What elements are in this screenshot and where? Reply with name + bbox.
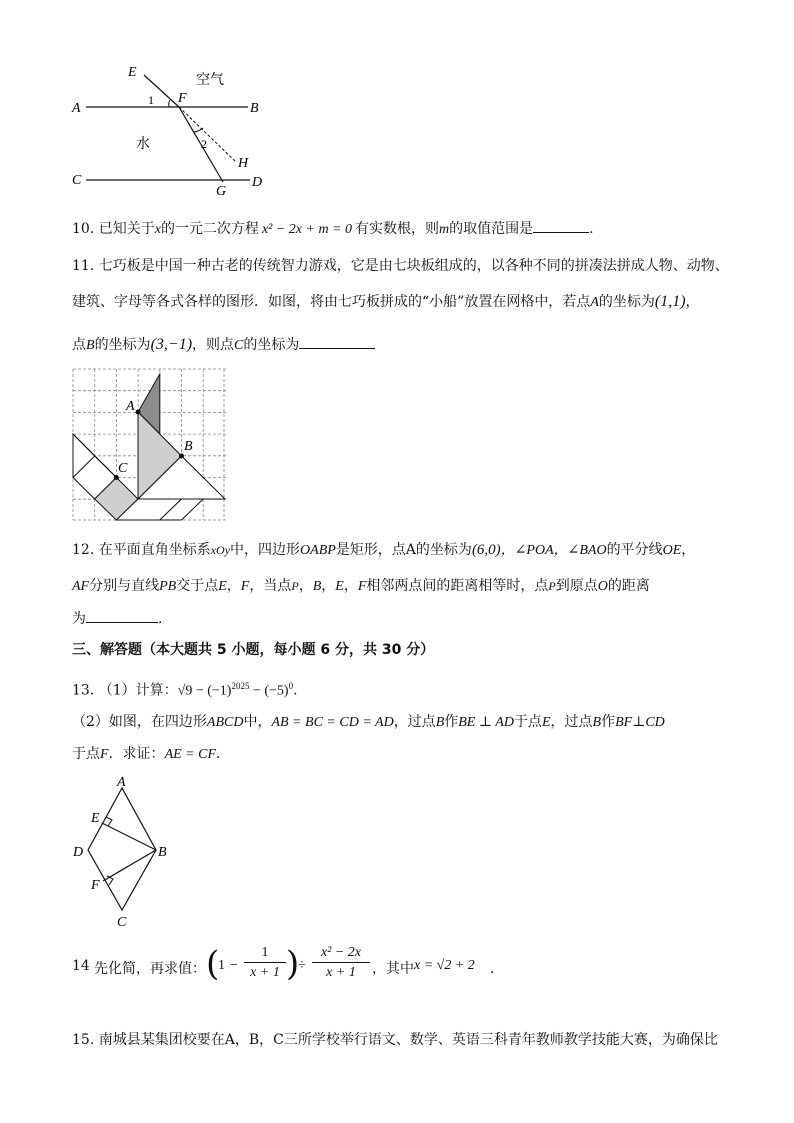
q11-text-line1: 七巧板是中国一种古老的传统智力游戏，它是由七块板组成的，以各种不同的拼凑法拼成人物、动物、: [98, 258, 729, 274]
q13-number: 13.: [72, 682, 95, 699]
q11-text-line3-mid: 的坐标为: [94, 337, 151, 353]
label-E: E: [128, 65, 137, 80]
q13-F: F: [100, 747, 109, 762]
q11-text-line3-mid2: ，则点: [192, 337, 235, 353]
q10-text-post: 的取值范围是: [449, 221, 534, 237]
label-angle1: 1: [148, 93, 154, 107]
q13-proof: AE = CF: [164, 747, 217, 762]
label-C: C: [72, 173, 82, 188]
q12-OE: OE: [662, 543, 682, 558]
tangram-label-B: B: [184, 439, 193, 454]
q13-BE-AD: BE ⊥ AD: [458, 715, 514, 730]
q14-frac1-num: 1: [261, 945, 269, 960]
section-3-title: 三、解答题（本大题共 5 小题，每小题 6 分，共 30 分）: [72, 642, 435, 658]
q14-frac2-den: x + 1: [326, 965, 356, 980]
label-angle2: 2: [201, 137, 207, 151]
q12-F2: F: [357, 579, 367, 594]
q13-exp2: 0: [288, 681, 294, 691]
label-air: 空气: [196, 72, 224, 88]
q12-answer-blank[interactable]: [86, 608, 158, 623]
question-13-part1: [72, 676, 298, 702]
q12-text-l2b: 分别与直线: [89, 578, 160, 594]
label-A: A: [72, 101, 81, 116]
refraction-figure: [66, 60, 286, 200]
q13-part2-d: 作: [444, 714, 459, 730]
q14-xval: x = √2 + 2: [414, 958, 475, 973]
q13-expr1: √9 − (−1): [177, 683, 232, 699]
rhombus-label-D: D: [73, 845, 84, 860]
q11-text-line2: 建筑、字母等各式各样的图形．如图，将由七巧板拼成的“小船”放置在网格中，若点: [72, 294, 591, 310]
q13-part2-a: （2）如图，在四边形: [72, 714, 207, 730]
label-F: F: [178, 91, 187, 106]
q12-text-f: ，: [681, 542, 696, 558]
q14-number: 14: [72, 958, 90, 974]
q12-P: P: [291, 579, 299, 593]
q10-number: 10.: [72, 221, 95, 237]
q13-part1-label: （1）计算：: [98, 682, 178, 699]
q11-point-A: A: [590, 295, 599, 310]
question-11-line1: [72, 256, 729, 276]
q15-text: 南城县某集团校要在A，B，C三所学校举行语文、数学、英语三科青年教师教学技能大赛，为确保比: [98, 1032, 718, 1048]
q15-number: 15.: [72, 1032, 95, 1048]
q14-minus: −: [230, 958, 238, 973]
rhombus-label-E: E: [91, 811, 100, 826]
q10-text: 已知关于: [98, 221, 155, 237]
q10-equation: x² − 2x + m = 0: [261, 222, 353, 237]
q13-line3-b: ．求证：: [108, 746, 165, 762]
q10-var-x: x: [154, 222, 161, 237]
q12-OABP: OABP: [300, 543, 336, 558]
q10-end: .: [589, 221, 594, 237]
label-G: G: [216, 184, 227, 199]
tangram-figure: [72, 368, 228, 524]
question-12-line1: [72, 540, 695, 561]
q13-eq1: AB = BC = CD = AD: [271, 715, 394, 730]
question-12-line3: [72, 608, 162, 629]
q12-number: 12.: [72, 542, 95, 558]
q12-text-b: 中，四边形: [230, 542, 301, 558]
q13-expr2: − (−5): [249, 683, 289, 699]
tangram-label-C: C: [118, 461, 128, 476]
q12-text-c: 是矩形，点A的坐标为: [335, 542, 472, 558]
q12-E: E: [218, 579, 227, 594]
q12-text-l2e: 相邻两点间的距离相等时，点: [366, 578, 549, 594]
q12-xOy: xOy: [210, 543, 231, 557]
q11-text-line2-end: ，: [685, 294, 700, 310]
rhombus-label-F: F: [91, 878, 100, 893]
q12-text-l2d: ，当点: [249, 578, 292, 594]
q11-coord-A: (1,1): [654, 293, 686, 310]
q14-text-a: 先化简，再求值：: [94, 961, 206, 977]
q13-end: .: [293, 682, 298, 699]
q13-E: E: [541, 715, 551, 730]
question-13-part2-line1: [72, 712, 665, 733]
rhombus-label-B: B: [158, 845, 167, 860]
q14-end: ．: [490, 961, 504, 977]
rhombus-label-A: A: [117, 775, 126, 790]
q10-answer-blank[interactable]: [533, 218, 589, 233]
q14-div: ÷: [298, 958, 306, 973]
question-11-line2: [72, 292, 700, 313]
q14-frac1: [244, 944, 286, 983]
q12-text-l2f: 到原点: [555, 578, 598, 594]
q14-right-paren: ): [286, 944, 300, 984]
q12-text-l3a: 为: [72, 611, 86, 627]
q13-part2-c: ，过点: [393, 714, 436, 730]
q12-text-a: 在平面直角坐标系: [98, 542, 211, 558]
q12-AF: AF: [72, 579, 90, 594]
q11-coord-B: (3,−1): [150, 336, 193, 353]
question-13-part2-line2: [72, 744, 230, 765]
q13-exp1: 2025: [231, 681, 250, 691]
q12-text-l3end: .: [158, 611, 163, 627]
q12-P2: P: [548, 579, 556, 593]
rhombus-figure: [70, 770, 180, 930]
q11-point-C: C: [234, 338, 244, 353]
q12-O: O: [597, 579, 608, 594]
question-11-line3: [72, 334, 375, 356]
q11-answer-blank[interactable]: [299, 334, 375, 349]
q13-B2: B: [592, 715, 602, 730]
q12-text-l2c: 交于点: [176, 578, 219, 594]
q13-part2-e: 于点: [513, 714, 542, 730]
q13-line3-end: ．: [216, 746, 231, 762]
q12-F: F: [240, 579, 250, 594]
q10-var-m: m: [439, 222, 450, 237]
q11-text-line3: 点: [72, 337, 86, 353]
q11-number: 11.: [72, 258, 95, 274]
q12-comma1: ，: [226, 578, 241, 594]
q14-text-b: ，其中: [372, 961, 414, 977]
q12-angles: ，∠POA，∠BAO: [500, 543, 607, 558]
rhombus-label-C: C: [117, 915, 127, 930]
q13-part2-f: ，过点: [550, 714, 593, 730]
q12-E2: E: [335, 579, 344, 594]
q12-PB: PB: [159, 579, 177, 594]
label-water: 水: [136, 136, 150, 152]
q12-comma2: ，: [298, 578, 313, 594]
q12-B: B: [312, 579, 322, 594]
q13-part2-b: 中，: [243, 714, 272, 730]
q12-text-l2g: 的距离: [607, 578, 650, 594]
q10-text-mid: 的一元二次方程: [160, 221, 259, 237]
question-15: [72, 1030, 718, 1050]
q10-text-mid2: 有实数根，则: [355, 221, 440, 237]
q13-B1: B: [435, 715, 445, 730]
label-B: B: [250, 101, 259, 116]
tangram-label-A: A: [126, 399, 135, 414]
q13-ABCD: ABCD: [206, 715, 244, 730]
q14-one: 1: [218, 958, 225, 973]
q13-part2-g: 作: [601, 714, 616, 730]
q12-text-e: 的平分线: [606, 542, 663, 558]
label-D: D: [252, 175, 263, 190]
q12-comma3: ，: [321, 578, 336, 594]
question-10: [72, 218, 594, 240]
q11-point-B: B: [86, 338, 95, 353]
q14-frac1-den: x + 1: [250, 965, 280, 980]
q12-comma4: ，: [343, 578, 358, 594]
label-H: H: [238, 156, 249, 171]
q13-BF-CD: BF⊥CD: [615, 715, 665, 730]
q14-left-paren: (: [206, 944, 220, 984]
q11-text-line3-post: 的坐标为: [243, 337, 300, 353]
q11-text-line2-mid: 的坐标为: [598, 294, 655, 310]
q14-frac2: [312, 944, 370, 983]
q12-coord: (6,0): [471, 542, 501, 558]
q14-frac2-num: x² − 2x: [320, 945, 362, 960]
q13-line3-a: 于点: [72, 746, 100, 762]
question-12-line2: [72, 576, 650, 597]
